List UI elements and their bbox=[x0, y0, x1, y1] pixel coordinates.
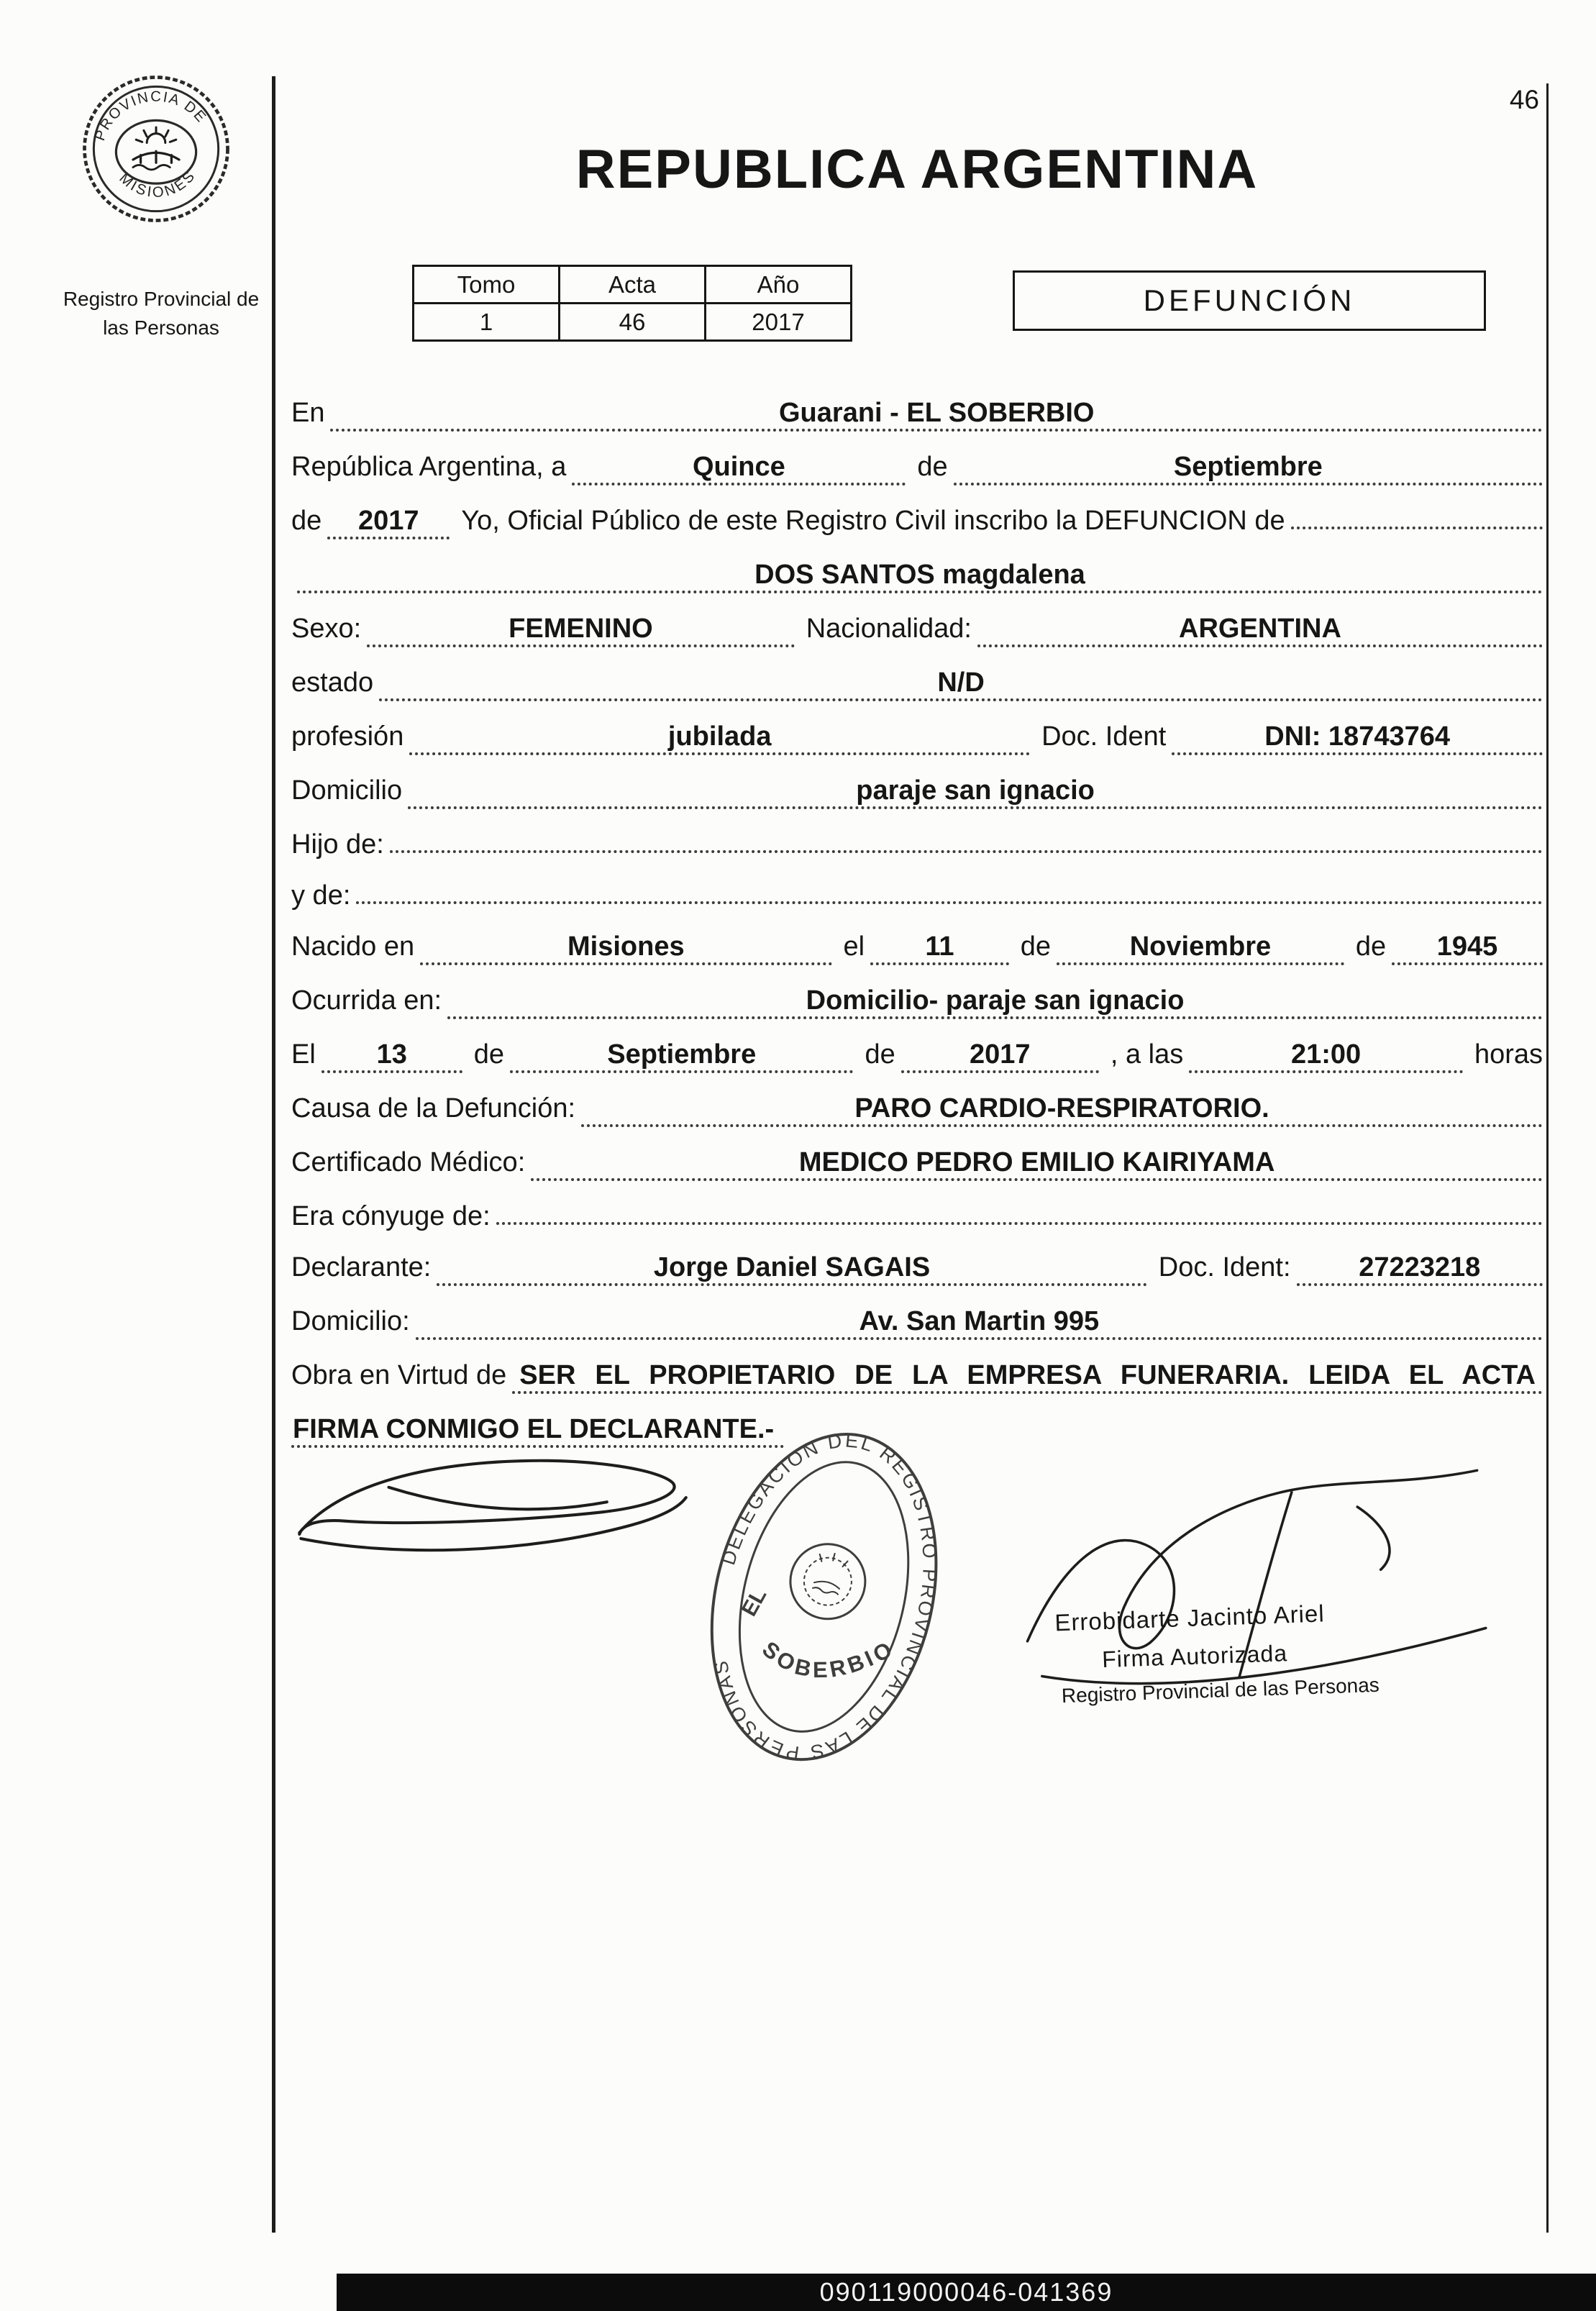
value-tomo: 1 bbox=[414, 304, 560, 341]
stamp-el-text: EL bbox=[737, 1585, 772, 1621]
domicile-label: Domicilio bbox=[291, 775, 403, 806]
certificate-value: MEDICO PEDRO EMILIO KAIRIYAMA bbox=[531, 1147, 1543, 1181]
doc-ident-label: Doc. Ident bbox=[1041, 721, 1167, 752]
birth-el: el bbox=[843, 931, 865, 962]
seal-water bbox=[133, 165, 170, 169]
date-de: de bbox=[917, 452, 948, 482]
header-ano: Año bbox=[706, 266, 852, 304]
birth-label: Nacido en bbox=[291, 931, 415, 962]
form-row-virtue-1 bbox=[291, 1359, 1543, 1394]
virtue-line1: SER EL PROPIETARIO DE LA EMPRESA FUNERARIA. LEIDA EL ACTA bbox=[512, 1359, 1543, 1394]
value-ano: 2017 bbox=[706, 304, 852, 341]
cause-label: Causa de la Defunción: bbox=[291, 1093, 576, 1123]
table-value-row bbox=[414, 304, 852, 341]
value-acta: 46 bbox=[560, 304, 706, 341]
death-de1: de bbox=[473, 1039, 505, 1070]
birth-de1: de bbox=[1020, 931, 1052, 962]
virtue-label: Obra en Virtud de bbox=[291, 1360, 507, 1390]
sex-label: Sexo: bbox=[291, 614, 362, 644]
birth-de2: de bbox=[1355, 931, 1387, 962]
form-row-place bbox=[291, 397, 1543, 432]
authorized-name: Errobidarte Jacinto Ariel bbox=[1054, 1600, 1326, 1636]
form-row-father bbox=[291, 829, 1543, 860]
death-alas: , a las bbox=[1110, 1039, 1184, 1070]
declarant-label: Declarante: bbox=[291, 1252, 432, 1282]
form-row-deceased-name bbox=[291, 559, 1543, 593]
emblem-caption bbox=[19, 285, 304, 342]
certificate-label: Certificado Médico: bbox=[291, 1147, 526, 1177]
authorization-block bbox=[1054, 1596, 1446, 1708]
birth-day: 11 bbox=[870, 931, 1009, 965]
marital-value: N/D bbox=[379, 667, 1543, 701]
certificate-form bbox=[291, 397, 1543, 1467]
mother-label: y de: bbox=[291, 880, 351, 911]
mother-value bbox=[356, 901, 1543, 904]
declarant-doc-value: 27223218 bbox=[1297, 1252, 1543, 1286]
form-row-profession bbox=[291, 721, 1543, 755]
death-place-value: Domicilio- paraje san ignacio bbox=[447, 985, 1543, 1019]
misiones-seal-icon bbox=[79, 72, 233, 226]
death-month: Septiembre bbox=[510, 1039, 853, 1073]
declarant-value: Jorge Daniel SAGAIS bbox=[437, 1252, 1146, 1286]
birth-month: Noviembre bbox=[1057, 931, 1344, 965]
form-row-marital bbox=[291, 667, 1543, 701]
father-label: Hijo de: bbox=[291, 829, 384, 860]
stamp-town-text: SOBERBIO bbox=[757, 1635, 900, 1683]
provincial-emblem bbox=[79, 72, 233, 229]
place-value: Guarani - EL SOBERBIO bbox=[330, 397, 1543, 432]
form-row-declarant bbox=[291, 1252, 1543, 1286]
left-border-rule bbox=[272, 76, 275, 2233]
seal-bridge bbox=[133, 151, 179, 163]
death-time: 21:00 bbox=[1189, 1039, 1463, 1073]
signature-flourish-icon bbox=[286, 1444, 696, 1585]
table-header-row bbox=[414, 266, 852, 304]
seal-arc-top-text: PROVINCIA DE bbox=[92, 88, 210, 143]
form-row-domicile bbox=[291, 775, 1543, 809]
date-day-word: Quince bbox=[572, 451, 906, 486]
form-row-spouse bbox=[291, 1200, 1543, 1232]
form-row-date bbox=[291, 451, 1543, 486]
form-row-sex-nationality bbox=[291, 613, 1543, 647]
birth-year: 1945 bbox=[1392, 931, 1543, 965]
date-month: Septiembre bbox=[954, 451, 1543, 486]
page-title: REPUBLICA ARGENTINA bbox=[575, 139, 1259, 200]
form-row-mother bbox=[291, 880, 1543, 911]
declarant-signature bbox=[286, 1444, 696, 1588]
sex-value: FEMENINO bbox=[367, 613, 795, 647]
doc-ident-value: DNI: 18743764 bbox=[1172, 721, 1543, 755]
right-border-rule bbox=[1546, 83, 1549, 2233]
emblem-caption-line2: las Personas bbox=[103, 316, 219, 339]
record-index-table bbox=[412, 265, 852, 342]
stamp-ring-text: DELEGACION DEL REGISTRO PROVINCIAL DE LAS PERSONAS bbox=[709, 1429, 941, 1764]
father-value bbox=[390, 850, 1543, 853]
authorized-role: Firma Autorizada bbox=[1101, 1640, 1288, 1673]
death-de2: de bbox=[865, 1039, 895, 1070]
form-row-declarant-domicile bbox=[291, 1305, 1543, 1340]
marital-label: estado bbox=[291, 667, 374, 698]
page-number: 46 bbox=[1509, 85, 1539, 114]
year-de: de bbox=[291, 506, 322, 536]
seal-arc-bottom-text: MISIONES bbox=[116, 167, 200, 201]
declarant-doc-label: Doc. Ident: bbox=[1158, 1252, 1291, 1282]
year-trailing-dots bbox=[1291, 527, 1543, 529]
death-horas: horas bbox=[1474, 1039, 1543, 1070]
declarant-domicile-value: Av. San Martin 995 bbox=[416, 1305, 1543, 1340]
death-place-label: Ocurrida en: bbox=[291, 985, 442, 1016]
header-tomo: Tomo bbox=[414, 266, 560, 304]
footer-code: 090119000046-041369 bbox=[819, 2277, 1113, 2307]
footer-code-bar bbox=[337, 2274, 1596, 2311]
form-row-cause bbox=[291, 1093, 1543, 1127]
cause-value: PARO CARDIO-RESPIRATORIO. bbox=[581, 1093, 1543, 1127]
form-row-death-date bbox=[291, 1039, 1543, 1073]
svg-text:SOBERBIO bbox=[754, 1606, 904, 1703]
death-day: 13 bbox=[322, 1039, 462, 1073]
place-label: En bbox=[291, 398, 325, 428]
year-value: 2017 bbox=[327, 505, 450, 539]
date-label: República Argentina, a bbox=[291, 452, 567, 482]
header-acta: Acta bbox=[560, 266, 706, 304]
profession-label: profesión bbox=[291, 721, 404, 752]
form-row-death-place bbox=[291, 985, 1543, 1019]
profession-value: jubilada bbox=[409, 721, 1030, 755]
emblem-caption-line1: Registro Provincial de bbox=[63, 288, 260, 310]
nationality-label: Nacionalidad: bbox=[806, 614, 972, 644]
stamp-center-rays bbox=[811, 1550, 849, 1596]
spouse-value bbox=[496, 1222, 1543, 1225]
declarant-domicile-label: Domicilio: bbox=[291, 1306, 410, 1336]
domicile-value: paraje san ignacio bbox=[408, 775, 1543, 809]
form-row-year bbox=[291, 505, 1543, 539]
birth-place: Misiones bbox=[420, 931, 831, 965]
virtue-line2: FIRMA CONMIGO EL DECLARANTE.- bbox=[291, 1413, 784, 1448]
form-row-certificate bbox=[291, 1147, 1543, 1181]
nationality-value: ARGENTINA bbox=[977, 613, 1543, 647]
authorized-org: Registro Provincial de las Personas bbox=[1061, 1673, 1380, 1708]
act-type-label: DEFUNCIÓN bbox=[1143, 283, 1356, 317]
form-row-birth bbox=[291, 931, 1543, 965]
death-year: 2017 bbox=[901, 1039, 1099, 1073]
spouse-label: Era cónyuge de: bbox=[291, 1201, 491, 1231]
act-type-box bbox=[1013, 270, 1486, 331]
deceased-name: DOS SANTOS magdalena bbox=[297, 559, 1543, 593]
seal-sun-rays bbox=[136, 127, 176, 142]
year-text: Yo, Oficial Público de este Registro Civil inscribo la DEFUNCION de bbox=[461, 506, 1285, 536]
death-date-label: El bbox=[291, 1039, 316, 1070]
